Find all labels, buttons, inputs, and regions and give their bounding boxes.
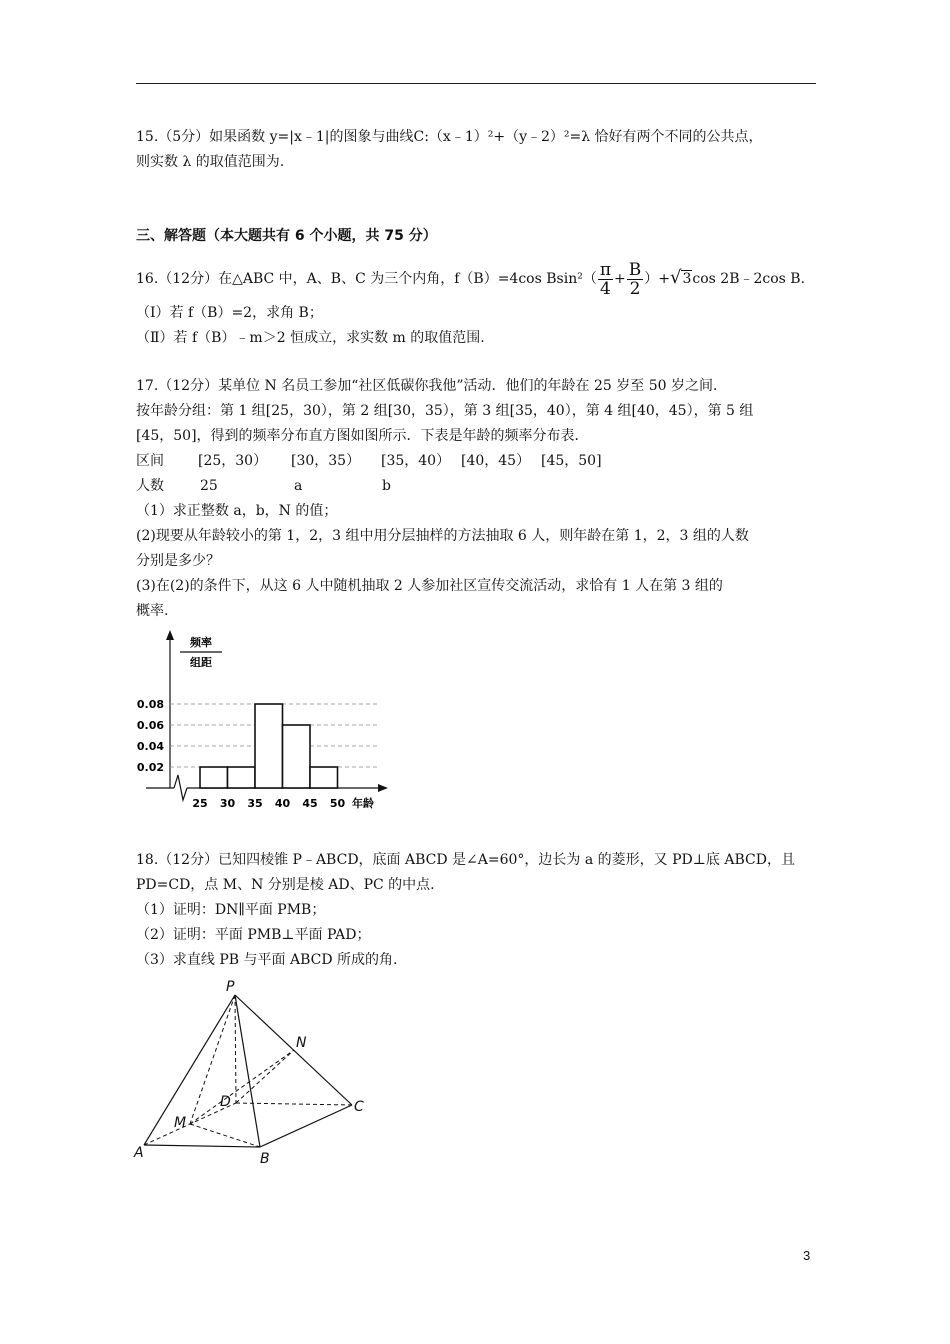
q17-line2: 按年龄分组：第 1 组[25，30），第 2 组[30，35），第 3 组[35，40），第 4 组[40，45），第 5 组 xyxy=(136,403,754,419)
label-B: B xyxy=(260,1151,270,1167)
q17-part2b: 分别是多少？ xyxy=(136,553,220,569)
table-interval: [40，45） xyxy=(461,453,531,469)
frac2-numerator: B xyxy=(628,259,642,280)
ylabel-bottom: 组距 xyxy=(190,656,212,669)
q16-fraction-pi-over-4 xyxy=(598,261,613,298)
segment-DN xyxy=(236,1050,294,1103)
sqrt-argument: 3 xyxy=(682,271,692,287)
q18-line2: PD=CD，点 M、N 分别是棱 AD、PC 的中点. xyxy=(136,877,435,893)
q18-part3: （3）求直线 PB 与平面 ABCD 所成的角. xyxy=(136,952,398,968)
q18-line1: 18.（12分）已知四棱锥 P﹣ABCD，底面 ABCD 是∠A=60°，边长为 a 的菱形，又 PD⊥底 ABCD，且 xyxy=(136,852,795,868)
histogram-bar xyxy=(255,704,283,788)
frac2-denominator: 2 xyxy=(629,278,641,299)
x-tick-label: 35 xyxy=(247,797,263,810)
q17-part2a: (2)现要从年龄较小的第 1，2，3 组中用分层抽样的方法抽取 6 人，则年龄在第 1，2，3 组的人数 xyxy=(136,528,749,544)
label-M: M xyxy=(174,1115,187,1131)
edge-PB xyxy=(235,995,260,1147)
x-axis-arrow xyxy=(378,784,388,792)
page-number: 3 xyxy=(803,1248,811,1263)
table-interval: [30，35） xyxy=(291,453,361,469)
y-tick-label: 0.08 xyxy=(136,698,164,711)
table-count: b xyxy=(382,478,391,494)
edge-PD xyxy=(235,995,236,1103)
frac1-numerator: π xyxy=(599,259,612,280)
label-N: N xyxy=(296,1035,307,1051)
x-tick-label: 30 xyxy=(219,797,236,810)
q17-part1: （1）求正整数 a，b，N 的值； xyxy=(136,503,338,519)
q16-part1: （Ⅰ）若 f（B）=2，求角 B； xyxy=(136,305,323,321)
table-count: a xyxy=(294,478,303,494)
q17-line3: [45，50]，得到的频率分布直方图如图所示．下表是年龄的频率分布表． xyxy=(136,428,589,444)
q16-part2: （Ⅱ）若 f（B）﹣m＞2 恒成立，求实数 m 的取值范围. xyxy=(136,330,485,346)
section-heading: 三、解答题（本大题共有 6 个小题，共 75 分） xyxy=(136,228,437,244)
table-count: 25 xyxy=(200,478,218,494)
q15-line2: 则实数 λ 的取值范围为. xyxy=(136,154,285,170)
frequency-histogram xyxy=(130,628,400,818)
table-row-label: 人数 xyxy=(136,478,164,494)
label-P: P xyxy=(226,979,235,995)
y-tick-label: 0.06 xyxy=(136,719,164,732)
histogram-bar xyxy=(200,767,228,788)
q16-plus: + xyxy=(614,271,626,287)
edge-PA xyxy=(144,995,235,1145)
frac1-denominator: 4 xyxy=(600,278,611,299)
header-rule xyxy=(136,83,816,84)
x-tick-label: 40 xyxy=(274,797,291,810)
q18-part2: （2）证明：平面 PMB⊥平面 PAD； xyxy=(136,927,371,943)
q17-line1: 17.（12分）某单位 N 名员工参加“社区低碳你我他”活动．他们的年龄在 25 岁至 50 岁之间． xyxy=(136,378,727,394)
q15-line1: 15.（5分）如果函数 y=|x﹣1|的图象与曲线C:（x﹣1）²+（y﹣2）²=λ 恰好有两个不同的公共点， xyxy=(136,129,763,145)
edge-BC xyxy=(260,1105,352,1147)
pyramid-figure xyxy=(130,975,380,1170)
q17-part3b: 概率. xyxy=(136,603,169,619)
q16-mid: ）+ xyxy=(644,271,670,287)
ylabel-top: 频率 xyxy=(190,636,212,649)
xlabel: 年龄 xyxy=(352,797,374,810)
segment-MN xyxy=(190,1050,294,1124)
q17-part3a: (3)在(2)的条件下，从这 6 人中随机抽取 2 人参加社区宣传交流活动，求恰有 1 人在第 3 组的 xyxy=(136,578,723,594)
axis-break xyxy=(174,775,187,800)
edge-AB xyxy=(144,1145,260,1147)
label-A: A xyxy=(134,1145,144,1161)
q16-suffix: cos 2B﹣2cos B. xyxy=(692,271,806,287)
table-interval: [45，50] xyxy=(541,453,602,469)
table-header-label: 区间 xyxy=(136,453,164,469)
x-tick-label: 50 xyxy=(329,797,346,810)
q16-stem xyxy=(136,260,805,298)
y-tick-label: 0.04 xyxy=(136,740,164,753)
table-interval: [25，30） xyxy=(198,453,268,469)
segment-MB xyxy=(190,1124,260,1147)
x-tick-label: 25 xyxy=(192,797,208,810)
label-C: C xyxy=(354,1099,364,1115)
y-tick-label: 0.02 xyxy=(136,761,164,774)
q16-fraction-b-over-2 xyxy=(627,261,644,298)
histogram-bar xyxy=(283,725,311,788)
y-axis-arrow xyxy=(166,630,174,640)
sqrt-sign: √ xyxy=(669,267,682,288)
q16-prefix: 16.（12分）在△ABC 中，A、B、C 为三个内角，f（B）=4cos Bsin²（ xyxy=(136,271,597,287)
histogram-bar xyxy=(310,767,338,788)
x-tick-label: 45 xyxy=(302,797,318,810)
histogram-bar xyxy=(228,767,256,788)
label-D: D xyxy=(220,1094,231,1110)
q18-part1: （1）证明：DN∥平面 PMB； xyxy=(136,902,326,918)
table-interval: [35，40） xyxy=(381,453,451,469)
